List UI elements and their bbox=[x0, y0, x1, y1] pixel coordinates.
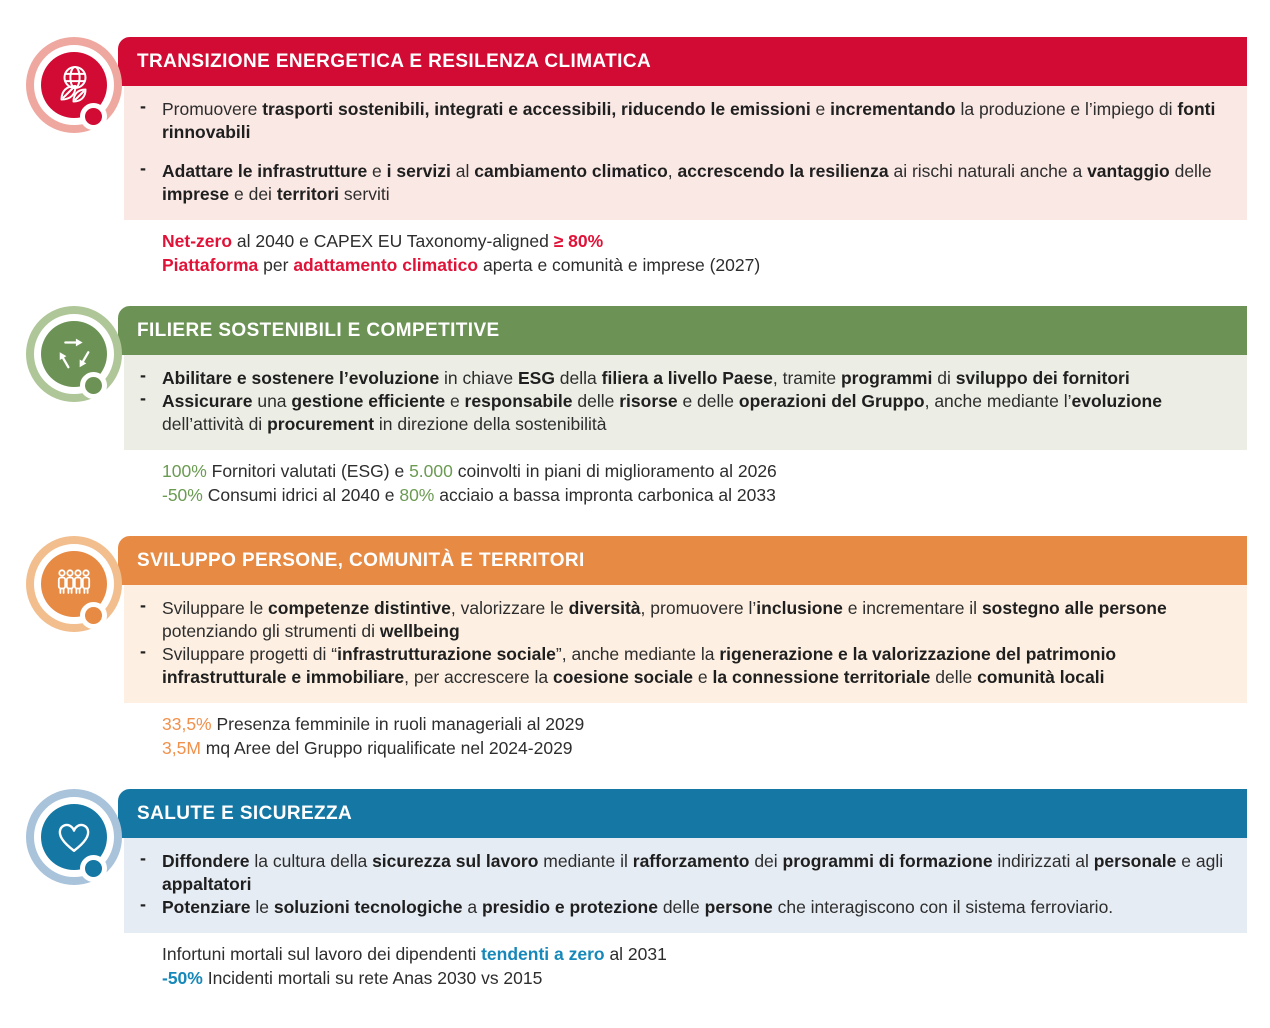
section-header bbox=[118, 536, 1247, 585]
bullet-dash: - bbox=[140, 641, 146, 661]
objective-item bbox=[140, 98, 1229, 144]
bullet-dash: - bbox=[140, 96, 146, 116]
target-line: 33,5% Presenza femminile in ruoli manageriali al 2029 bbox=[162, 714, 585, 734]
objective-item bbox=[140, 850, 1229, 896]
badge-dot bbox=[80, 103, 107, 130]
objective-text: Adattare le infrastrutture e i servizi al cambiamento climatico, accrescendo la resilienza ai rischi naturali anche a vantaggio delle imprese e dei territori serviti bbox=[162, 161, 1212, 204]
target-line: 3,5M mq Aree del Gruppo riqualificate nel 2024-2029 bbox=[162, 738, 573, 758]
objective-text: Promuovere trasporti sostenibili, integrati e accessibili, riducendo le emissioni e incrementando la produzione e l’impiego di fonti rinnovabili bbox=[162, 99, 1216, 142]
section-badge bbox=[26, 536, 122, 632]
section-badge bbox=[26, 306, 122, 402]
bullet-dash: - bbox=[140, 894, 146, 914]
section-transizione-energetica bbox=[0, 37, 1270, 277]
section-title: SVILUPPO PERSONE, COMUNITÀ E TERRITORI bbox=[137, 549, 585, 571]
objectives-panel bbox=[124, 838, 1247, 933]
section-title: SALUTE E SICUREZZA bbox=[137, 802, 353, 824]
section-header bbox=[118, 789, 1247, 838]
objective-item bbox=[140, 160, 1229, 206]
objectives-panel bbox=[124, 585, 1247, 703]
bullet-dash: - bbox=[140, 595, 146, 615]
objective-text: Assicurare una gestione efficiente e responsabile delle risorse e delle operazioni del Gruppo, anche mediante l’evoluzione dell’attività di procurement in direzione della sostenibilità bbox=[162, 391, 1162, 434]
targets-block bbox=[162, 703, 1247, 760]
badge-dot bbox=[80, 372, 107, 399]
objective-item bbox=[140, 643, 1229, 689]
section-sviluppo-persone bbox=[0, 536, 1270, 760]
section-salute-sicurezza bbox=[0, 789, 1270, 990]
objective-item bbox=[140, 597, 1229, 643]
badge-dot bbox=[80, 602, 107, 629]
section-badge bbox=[26, 37, 122, 133]
bullet-dash: - bbox=[140, 848, 146, 868]
target-line: -50% Incidenti mortali su rete Anas 2030 vs 2015 bbox=[162, 968, 543, 988]
bullet-dash: - bbox=[140, 158, 146, 178]
target-line: Net-zero al 2040 e CAPEX EU Taxonomy-aligned ≥ 80% bbox=[162, 231, 604, 251]
target-line: -50% Consumi idrici al 2040 e 80% acciaio a bassa impronta carbonica al 2033 bbox=[162, 485, 776, 505]
section-header bbox=[118, 306, 1247, 355]
objective-text: Sviluppare progetti di “infrastrutturazione sociale”, anche mediante la rigenerazione e la valorizzazione del patrimonio infrastrutturale e immobiliare, per accrescere la coesione sociale e la connessione territoriale delle comunità locali bbox=[162, 644, 1117, 687]
bullet-dash: - bbox=[140, 388, 146, 408]
targets-block bbox=[162, 450, 1247, 507]
section-badge bbox=[26, 789, 122, 885]
objective-text: Abilitare e sostenere l’evoluzione in chiave ESG della filiera a livello Paese, tramite programmi di sviluppo dei fornitori bbox=[162, 368, 1130, 388]
section-title: FILIERE SOSTENIBILI E COMPETITIVE bbox=[137, 319, 500, 341]
targets-block bbox=[162, 933, 1247, 990]
target-line: Infortuni mortali sul lavoro dei dipendenti tendenti a zero al 2031 bbox=[162, 944, 667, 964]
objective-text: Sviluppare le competenze distintive, valorizzare le diversità, promuovere l’inclusione e incrementare il sostegno alle persone potenziando gli strumenti di wellbeing bbox=[162, 598, 1167, 641]
objective-item bbox=[140, 367, 1229, 390]
section-header bbox=[118, 37, 1247, 86]
objective-item bbox=[140, 896, 1229, 919]
target-line: Piattaforma per adattamento climatico aperta e comunità e imprese (2027) bbox=[162, 255, 761, 275]
objectives-panel bbox=[124, 86, 1247, 220]
badge-dot bbox=[80, 855, 107, 882]
objective-text: Diffondere la cultura della sicurezza sul lavoro mediante il rafforzamento dei programmi di formazione indirizzati al personale e agli appaltatori bbox=[162, 851, 1224, 894]
objective-item bbox=[140, 390, 1229, 436]
bullet-dash: - bbox=[140, 365, 146, 385]
section-filiere-sostenibili bbox=[0, 306, 1270, 507]
target-line: 100% Fornitori valutati (ESG) e 5.000 coinvolti in piani di miglioramento al 2026 bbox=[162, 461, 777, 481]
targets-block bbox=[162, 220, 1247, 277]
objectives-panel bbox=[124, 355, 1247, 450]
objective-text: Potenziare le soluzioni tecnologiche a presidio e protezione delle persone che interagiscono con il sistema ferroviario. bbox=[162, 897, 1114, 917]
section-title: TRANSIZIONE ENERGETICA E RESILENZA CLIMATICA bbox=[137, 50, 652, 72]
